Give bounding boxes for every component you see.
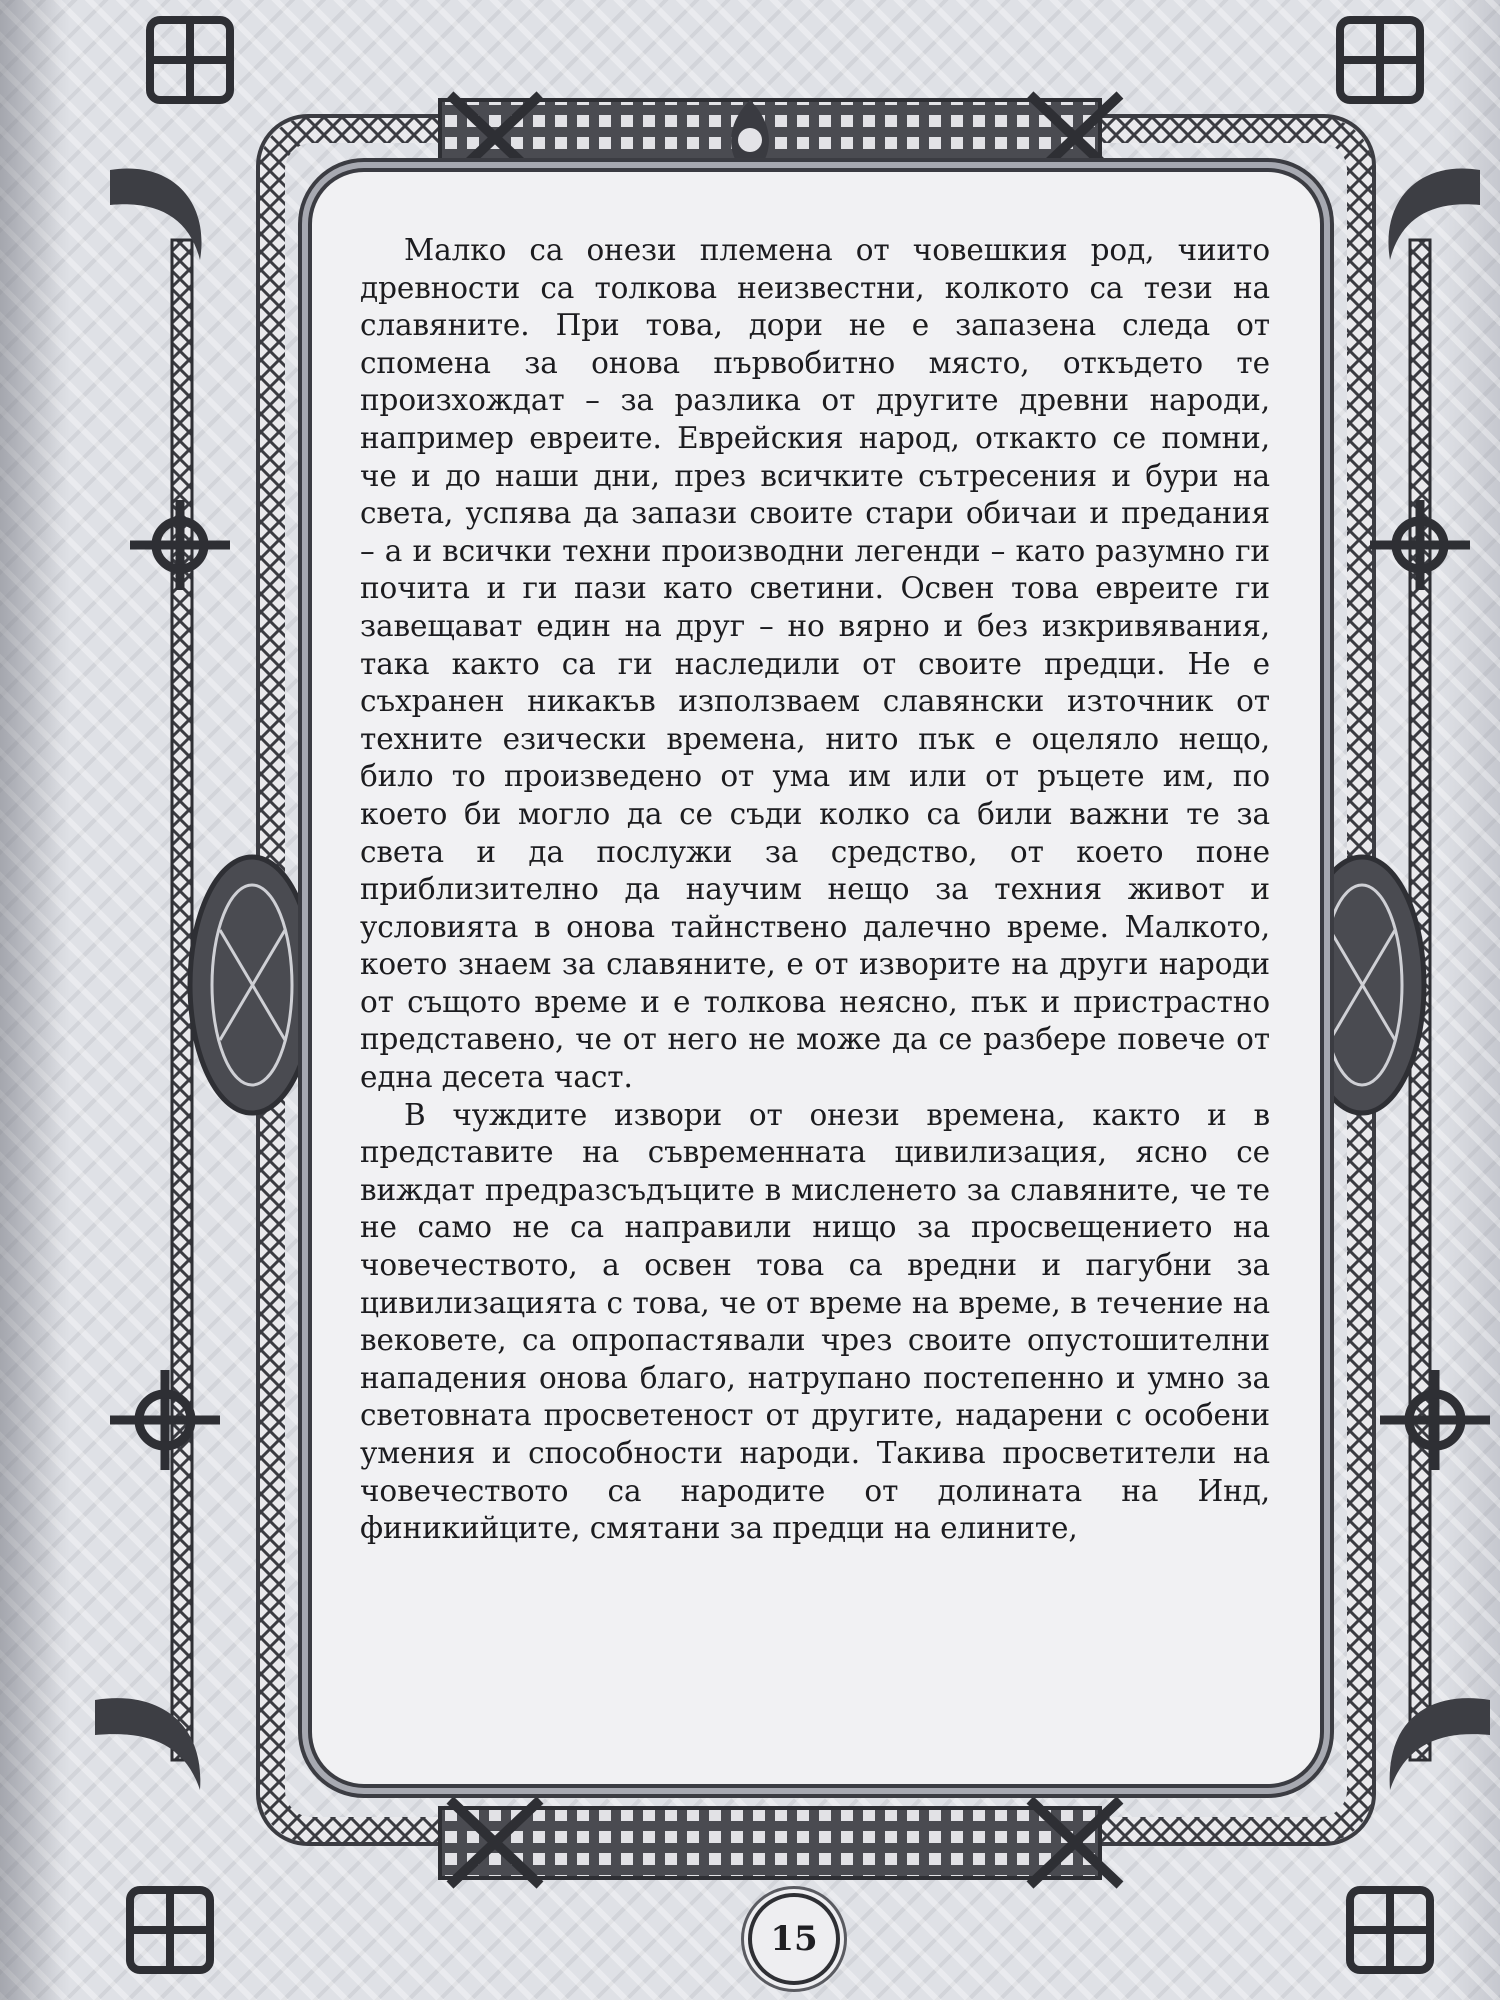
- corner-knot-bottom-left: [130, 1890, 210, 1970]
- bottom-band: [440, 1808, 1100, 1878]
- right-knot-lower: [1380, 1370, 1490, 1470]
- corner-knot-bottom-right: [1350, 1890, 1430, 1970]
- body-text: [360, 232, 1270, 1548]
- page-number: 15: [770, 1919, 818, 1959]
- left-medallion: [190, 857, 314, 1113]
- paragraph-1: Малко са онези племена от човешкия род, чиито древности са толкова неизвестни, колкото са тези на славяните. При това, дори не е запазена следа от спомена за онова първобитно място, откъдето те произхождат – за разлика от другите древни народи, например евреите. Еврейския народ, откакто се помни, че и до наши дни, през всичките сътресения и бури на света, успява да запази своите стари обичаи и предания – а и всички техни производни легенди – като разумно ги почита и ги пази като светини. Освен това евреите ги завещават един на друг – но вярно и без изкривявания, така както са ги наследили от своите предци. Не е съхранен никакъв използваем славянски източник от техните езически времена, нито пък е оцеляло нещо, било то произведено от ума им или от ръцете им, по което би могло да се съди колко са били важни те за света и да послужи за средство, от което поне приблизително да научим нещо за техния живот и условията в онова тайнствено далечно време. Малкото, което знаем за славяните, е от изворите на други народи от същото време и е толкова неясно, пък и пристрастно представено, че от него не може да се разбере повече от една десета част.: [360, 233, 1270, 1095]
- paragraph-2: В чуждите извори от онези времена, както и в представите на съвременната цивилизация, ясно се виждат предразсъдъците в мисленето за славяните, че те не само не са направили нищо за просвещението на човечеството, а освен това са вредни и пагубни за цивилизацията с това, че от време на време, в течение на вековете, са опропастявали чрез своите опустошителни нападения онова благо, натрупано постепенно и умно за световната просветеност от другите, надарени с особени умения и способности народи. Такива просветители на човечеството са народите от долината на Инд, финикийците, смятани за предци на елините,: [360, 1097, 1270, 1546]
- top-band: [440, 100, 1100, 170]
- right-knot-upper: [1370, 500, 1470, 590]
- left-knot-lower: [110, 1370, 220, 1470]
- right-medallion: [1300, 857, 1424, 1113]
- right-scroll-top: [1388, 168, 1480, 260]
- corner-knot-top-left: [150, 20, 230, 100]
- right-scroll-bottom: [1390, 1698, 1490, 1790]
- page-number-badge: [748, 1893, 840, 1985]
- left-knot-upper: [130, 500, 230, 590]
- corner-knot-top-right: [1340, 20, 1420, 100]
